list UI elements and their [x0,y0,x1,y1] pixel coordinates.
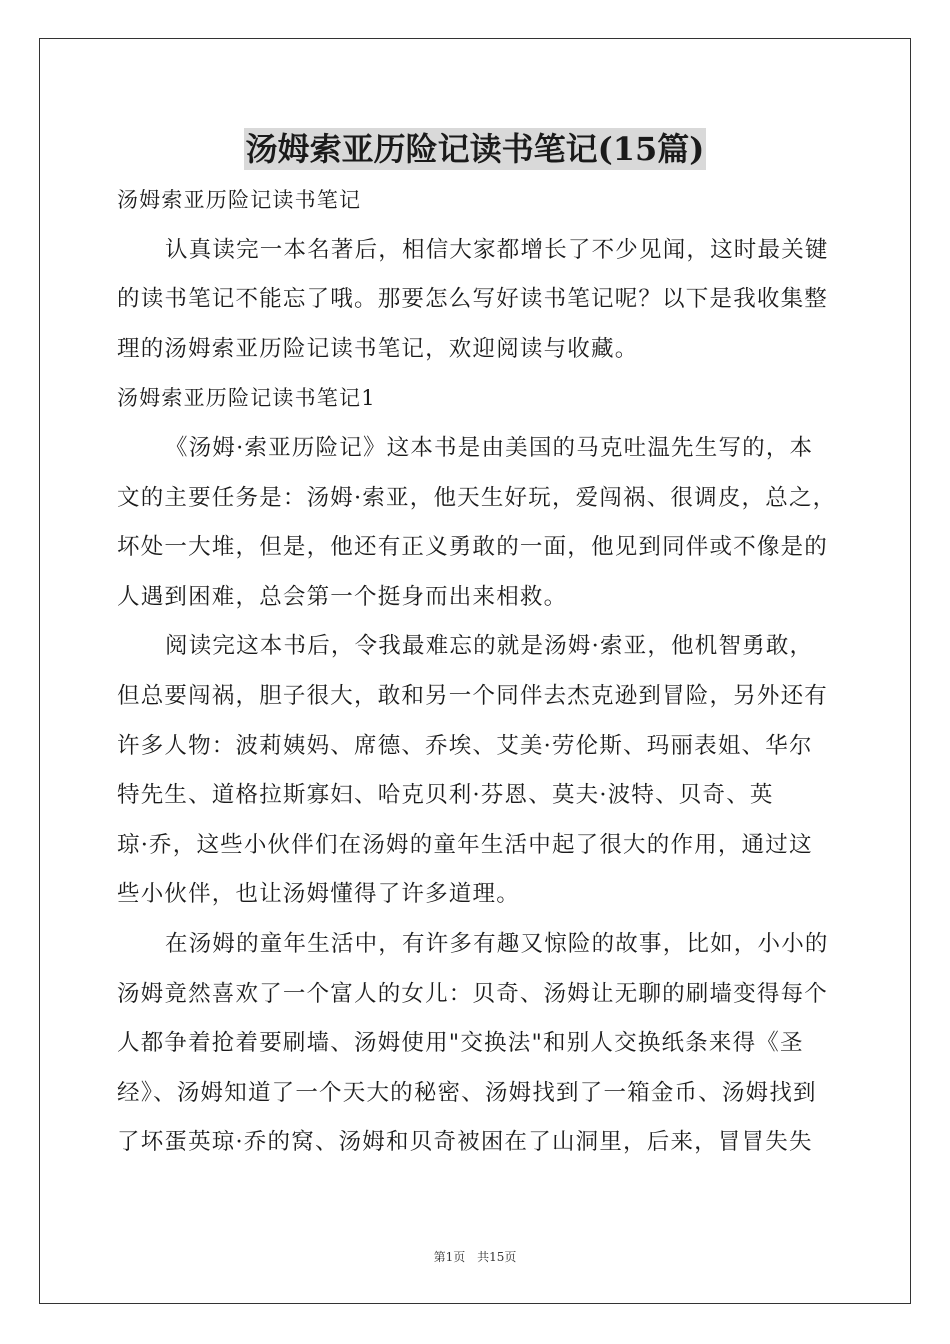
paragraph-line: 但总要闯祸，胆子很大，敢和另一个同伴去杰克逊到冒险，另外还有 [117,682,829,709]
paragraph-line: 在汤姆的童年生活中，有许多有趣又惊险的故事，比如，小小的 [165,930,829,957]
title-container [0,128,950,170]
page-footer [0,1248,950,1265]
paragraph-line: 特先生、道格拉斯寡妇、哈克贝利·芬恩、莫夫·波特、贝奇、英 [117,782,774,809]
paragraph-line: 认真读完一本名著后，相信大家都增长了不少见闻，这时最关键 [165,236,829,263]
page-number: 第1页 [433,1250,466,1264]
section-heading: 汤姆索亚历险记读书笔记 [117,188,362,212]
paragraph-line: 了坏蛋英琼·乔的窝、汤姆和贝奇被困在了山洞里，后来，冒冒失失 [117,1129,813,1156]
document-title: 汤姆索亚历险记读书笔记(15篇) [245,130,705,168]
page-total: 共15页 [477,1250,517,1264]
paragraph-line: 人遇到困难，总会第一个挺身而出来相救。 [117,583,568,610]
paragraph-line: 阅读完这本书后，令我最难忘的就是汤姆·索亚，他机智勇敢， [165,633,814,660]
paragraph-line: 《汤姆·索亚历险记》这本书是由美国的马克吐温先生写的，本 [165,434,814,461]
paragraph-line: 些小伙伴，也让汤姆懂得了许多道理。 [117,881,520,908]
paragraph-line: 坏处一大堆，但是，他还有正义勇敢的一面，他见到同伴或不像是的 [117,534,829,561]
paragraph-line: 理的汤姆索亚历险记读书笔记，欢迎阅读与收藏。 [117,335,639,362]
paragraph-line: 许多人物：波莉姨妈、席德、乔埃、艾美·劳伦斯、玛丽表姐、华尔 [117,732,813,759]
paragraph-line: 经》、汤姆知道了一个天大的秘密、汤姆找到了一箱金币、汤姆找到 [117,1079,817,1106]
section-heading: 汤姆索亚历险记读书笔记1 [117,386,376,411]
paragraph-line: 文的主要任务是：汤姆·索亚，他天生好玩，爱闯祸、很调皮，总之， [117,484,837,511]
document-body [117,176,837,1168]
paragraph-line: 汤姆竟然喜欢了一个富人的女儿：贝奇、汤姆让无聊的刷墙变得每个 [117,980,829,1007]
paragraph-line: 的读书笔记不能忘了哦。那要怎么写好读书笔记呢？以下是我收集整 [117,286,829,313]
paragraph-line: 人都争着抢着要刷墙、汤姆使用"交换法"和别人交换纸条来得《圣 [117,1030,804,1057]
paragraph-line: 琼·乔，这些小伙伴们在汤姆的童年生活中起了很大的作用，通过这 [117,831,813,858]
